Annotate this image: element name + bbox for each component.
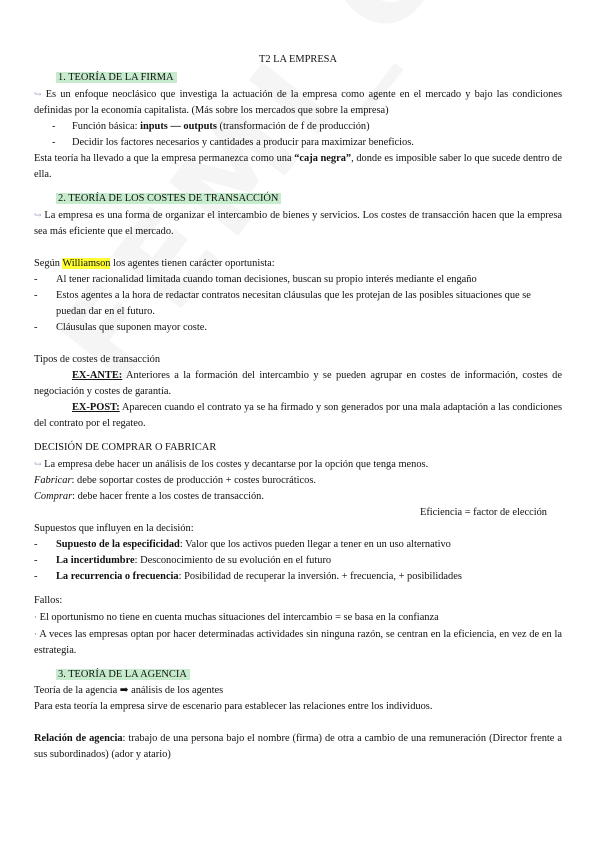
heading-highlight: 2. TEORÍA DE LOS COSTES DE TRANSACCIÓN [56, 193, 281, 204]
eficiencia-note: Eficiencia = factor de elección [419, 507, 547, 518]
bullet-dash: - [34, 555, 38, 566]
paragraph [34, 731, 562, 763]
dot-marker: · [34, 629, 37, 639]
bullet-dash: - [34, 322, 38, 333]
list-item [34, 272, 562, 288]
bullet-dash: - [34, 571, 38, 582]
bullet-dash: - [34, 539, 38, 550]
paragraph [34, 256, 562, 272]
list-item-text: : Posibilidad de recuperar la inversión. + frecuencia, + posibilidades [178, 571, 462, 582]
bold-term: Relación de agencia [34, 733, 123, 744]
bold-term: Supuesto de la especificidad [56, 539, 180, 550]
section-heading-costes-transaccion [56, 191, 562, 207]
paragraph-text: los agentes tienen carácter oportunista: [110, 258, 275, 269]
paragraph-text: La empresa es una forma de organizar el intercambio de bienes y servicios. Los costes de transacción hacen que la empresa sea más eficiente que el mercado. [34, 210, 562, 237]
paragraph: Teoría de la agencia ➡ análisis de los agentes [34, 685, 224, 696]
list-item-text: Función básica: [72, 121, 141, 132]
paragraph [34, 151, 562, 183]
paragraph-text: Es un enfoque neoclásico que investiga la actuación de la empresa como agente en el mercado y bajo las condiciones definidas por la economía capitalista. (Más sobre los mercados que sobre la empresa) [34, 89, 562, 116]
paragraph: Para esta teoría la empresa sirve de escenario para establecer las relaciones entre los individuos. [34, 701, 433, 712]
paragraph [34, 456, 562, 473]
paragraph: Fallos: [34, 595, 63, 606]
bullet-dash: - [52, 137, 56, 148]
bold-term: La incertidumbre [56, 555, 135, 566]
bullet-dash: - [34, 290, 38, 301]
dot-marker: · [34, 612, 37, 622]
paragraph: Tipos de costes de transacción [34, 354, 161, 365]
paragraph-text: El oportunismo no tiene en cuenta muchas situaciones del intercambio = se basa en la confianza [37, 612, 439, 623]
paragraph [34, 626, 562, 659]
paragraph-text: Esta teoría ha llevado a que la empresa permanezca como una [34, 153, 295, 164]
list-item-text: Al tener racionalidad limitada cuando toman decisiones, buscan su propio interés mediante el engaño [56, 274, 477, 285]
bold-term: La recurrencia o frecuencia [56, 571, 179, 582]
list-item [34, 537, 562, 553]
term-label: EX-ANTE: [72, 370, 123, 381]
list-item-text: Decidir los factores necesarios y cantidades a producir para maximizar beneficios. [72, 137, 414, 148]
paragraph [34, 207, 562, 240]
paragraph-text: Aparecen cuando el contrato ya se ha firmado y son generados por una mala adaptación a las condiciones del contrato por el regateo. [34, 402, 562, 429]
paragraph-text: A veces las empresas optan por hacer determinadas actividades sin ninguna razón, se centran en la eficiencia, en vez de en la estrategia. [34, 629, 562, 656]
list-item [34, 119, 562, 135]
bold-term: inputs — outputs [140, 121, 217, 132]
section-heading-teoria-firma [56, 70, 562, 86]
term-label: Fabricar [34, 475, 72, 486]
hook-arrow-icon: ↪ [34, 89, 42, 99]
paragraph-text: Según [34, 258, 63, 269]
list-item [34, 135, 562, 151]
paragraph: Supuestos que influyen en la decisión: [34, 523, 194, 534]
paragraph [34, 489, 562, 505]
list-item [34, 553, 562, 569]
highlighted-name: Williamson [62, 258, 111, 269]
document-page [34, 52, 562, 763]
list-item-text: : Desconocimiento de su evolución en el futuro [134, 555, 332, 566]
paragraph [34, 609, 562, 626]
paragraph [34, 473, 562, 489]
section-heading-decision: DECISIÓN DE COMPRAR O FABRICAR [34, 442, 217, 453]
term-label: Comprar [34, 491, 73, 502]
heading-highlight: 3. TEORÍA DE LA AGENCIA [56, 669, 190, 680]
paragraph [34, 86, 562, 119]
list-item [34, 288, 562, 320]
term-label: EX-POST: [72, 402, 120, 413]
hook-arrow-icon: ↪ [34, 459, 42, 469]
paragraph-text: : debe hacer frente a los costes de transacción. [72, 491, 264, 502]
list-item [34, 569, 562, 585]
heading-highlight: 1. TEORÍA DE LA FIRMA [56, 72, 177, 83]
page-title: T2 LA EMPRESA [259, 54, 337, 65]
hook-arrow-icon: ↪ [34, 210, 42, 220]
paragraph-text: : trabajo de una persona bajo el nombre (firma) de otra a cambio de una remuneración (Director frente a sus subordinados) (ador y atario) [34, 733, 562, 760]
list-item [34, 320, 562, 336]
bold-term: “caja negra” [294, 153, 352, 164]
paragraph-ex-post [34, 400, 562, 432]
paragraph-text: La empresa debe hacer un análisis de los costes y decantarse por la opción que tenga menos. [41, 459, 429, 470]
paragraph-text: Anteriores a la formación del intercambio y se pueden agrupar en costes de información, costes de negociación y costes de garantía. [34, 370, 562, 397]
paragraph-ex-ante [34, 368, 562, 400]
paragraph-text: , donde es imposible saber lo que sucede dentro de ella. [34, 153, 562, 180]
list-item-text: Cláusulas que suponen mayor coste. [56, 322, 207, 333]
list-item-text: : Valor que los activos pueden llegar a tener en un uso alternativo [179, 539, 451, 550]
paragraph-text: : debe soportar costes de producción + costes burocráticos. [71, 475, 317, 486]
list-item-text: (transformación de f de producción) [216, 121, 370, 132]
section-heading-teoria-agencia [56, 667, 562, 683]
bullet-dash: - [52, 121, 56, 132]
bullet-dash: - [34, 274, 38, 285]
list-item-text: Estos agentes a la hora de redactar contratos necesitan cláusulas que les protejan de las posibles situaciones que se puedan dar en el futuro. [56, 290, 531, 317]
